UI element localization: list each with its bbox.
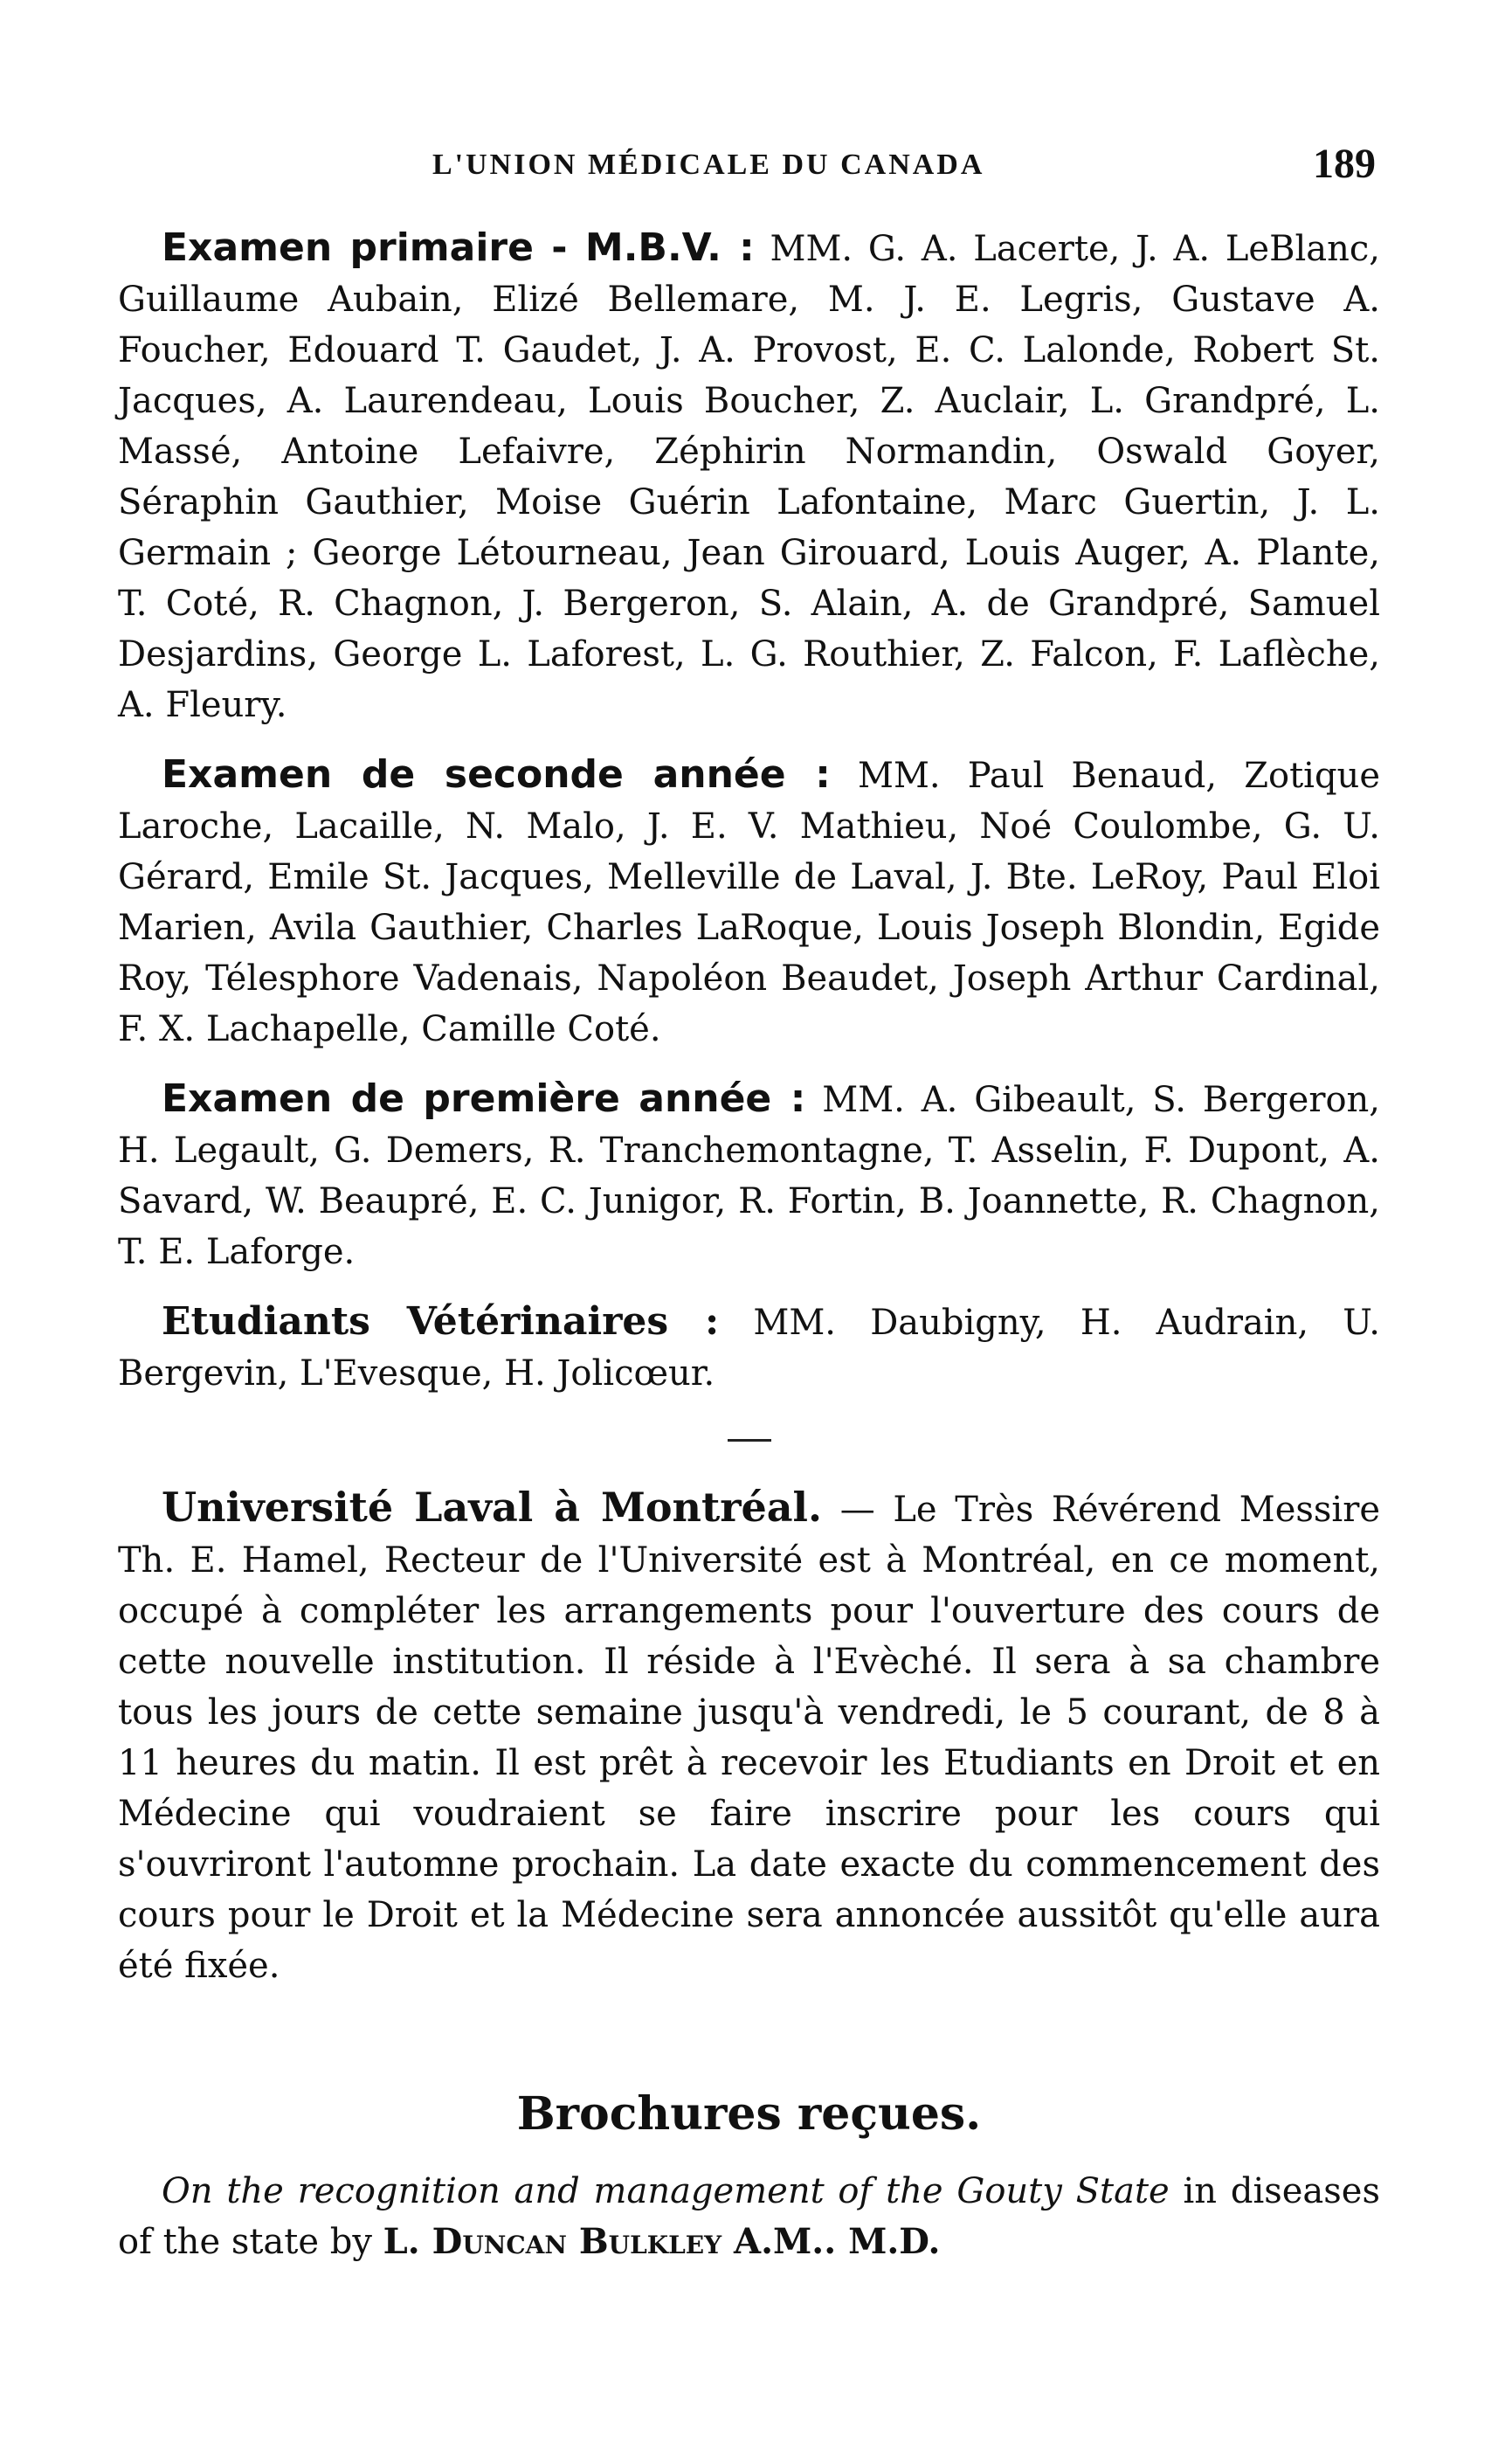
section-text: MM. A. Gibeault, S. Bergeron, H. Legault, G. Demers, R. Tranchemontagne, T. Asselin, F. Dupont, A. Savard, W. Beaupré, E. C. Junigor, R. Fortin, B. Joannette, R. Chagnon, T. E. Laforge. — [118, 1080, 1380, 1272]
page-header — [118, 140, 1402, 192]
section-examen-primaire — [118, 223, 1380, 730]
section-heading: Examen de première année : — [162, 1076, 806, 1121]
section-heading: Examen de seconde année : — [162, 752, 831, 797]
section-heading: Examen primaire - M.B.V. : — [162, 225, 755, 270]
brochure-entry — [118, 2166, 1380, 2267]
running-head: L'UNION MÉDICALE DU CANADA — [432, 149, 985, 181]
page-number: 189 — [1313, 141, 1376, 187]
section-etudiants-veterinaires — [118, 1297, 1380, 1399]
section-examen-seconde — [118, 750, 1380, 1055]
section-heading: Etudiants Vétérinaires : — [162, 1299, 720, 1344]
spacer — [118, 2010, 1380, 2089]
brochure-book-title: On the recognition and management of the Gouty State — [162, 2171, 1170, 2211]
universite-heading: Université Laval à Montréal. — [162, 1484, 823, 1531]
page-body — [118, 223, 1380, 2287]
section-examen-premiere — [118, 1074, 1380, 1277]
brochure-author: L. Duncan Bulkley A.M.. M.D. — [383, 2221, 941, 2262]
section-text: MM. G. A. Lacerte, J. A. LeBlanc, Guillaume Aubain, Elizé Bellemare, M. J. E. Legris, Gustave A. Foucher, Edouard T. Gaudet, J. A. Provost, E. C. Lalonde, Robert St. Jacques, A. Laurendeau, Louis Boucher, Z. Auclair, L. Grandpré, L. Massé, Antoine Lefaivre, Zéphirin Normandin, Oswald Goyer, Séraphin Gauthier, Moise Guérin Lafontaine, Marc Guertin, J. L. Germain ; George Létourneau, Jean Girouard, Louis Auger, A. Plante, T. Coté, R. Chagnon, J. Bergeron, S. Alain, A. de Grandpré, Samuel Desjardins, George L. Laforest, L. G. Routhier, Z. Falcon, F. Laflèche, A. Fleury. — [118, 229, 1381, 725]
brochures-title: Brochures reçues. — [516, 2087, 982, 2141]
universite-text: — Le Très Révérend Messire Th. E. Hamel, Recteur de l'Université est à Montréal, en ce moment, occupé à compléter les arrangements pour l'ouverture des cours de cette nouvelle institution. Il réside à l'Evèché. Il sera à sa chambre tous les jours de cette semaine jusqu'à vendredi, le 5 courant, de 8 à 11 heures du matin. Il est prêt à recevoir les Etudiants en Droit et en Médecine qui voudraient se faire inscrire pour les cours qui s'ouvriront l'automne prochain. La date exacte du commencement des cours pour le Droit et la Médecine sera annoncée aussitôt qu'elle aura été fixée. — [118, 1490, 1381, 1986]
section-universite-laval — [118, 1482, 1380, 1991]
brochure-text: in diseases of the state by — [118, 2171, 1381, 2262]
section-text: MM. Paul Benaud, Zotique Laroche, Lacaille, N. Malo, J. E. V. Mathieu, Noé Coulombe, G. U. Gérard, Emile St. Jacques, Melleville de Laval, J. Bte. LeRoy, Paul Eloi Marien, Avila Gauthier, Charles LaRoque, Louis Joseph Blondin, Egide Roy, Télesphore Vadenais, Napoléon Beaudet, Joseph Arthur Cardinal, F. X. Lachapelle, Camille Coté. — [118, 756, 1380, 1049]
section-separator — [728, 1439, 771, 1442]
section-text: MM. Daubigny, H. Audrain, U. Bergevin, L'Evesque, H. Jolicœur. — [118, 1303, 1381, 1394]
